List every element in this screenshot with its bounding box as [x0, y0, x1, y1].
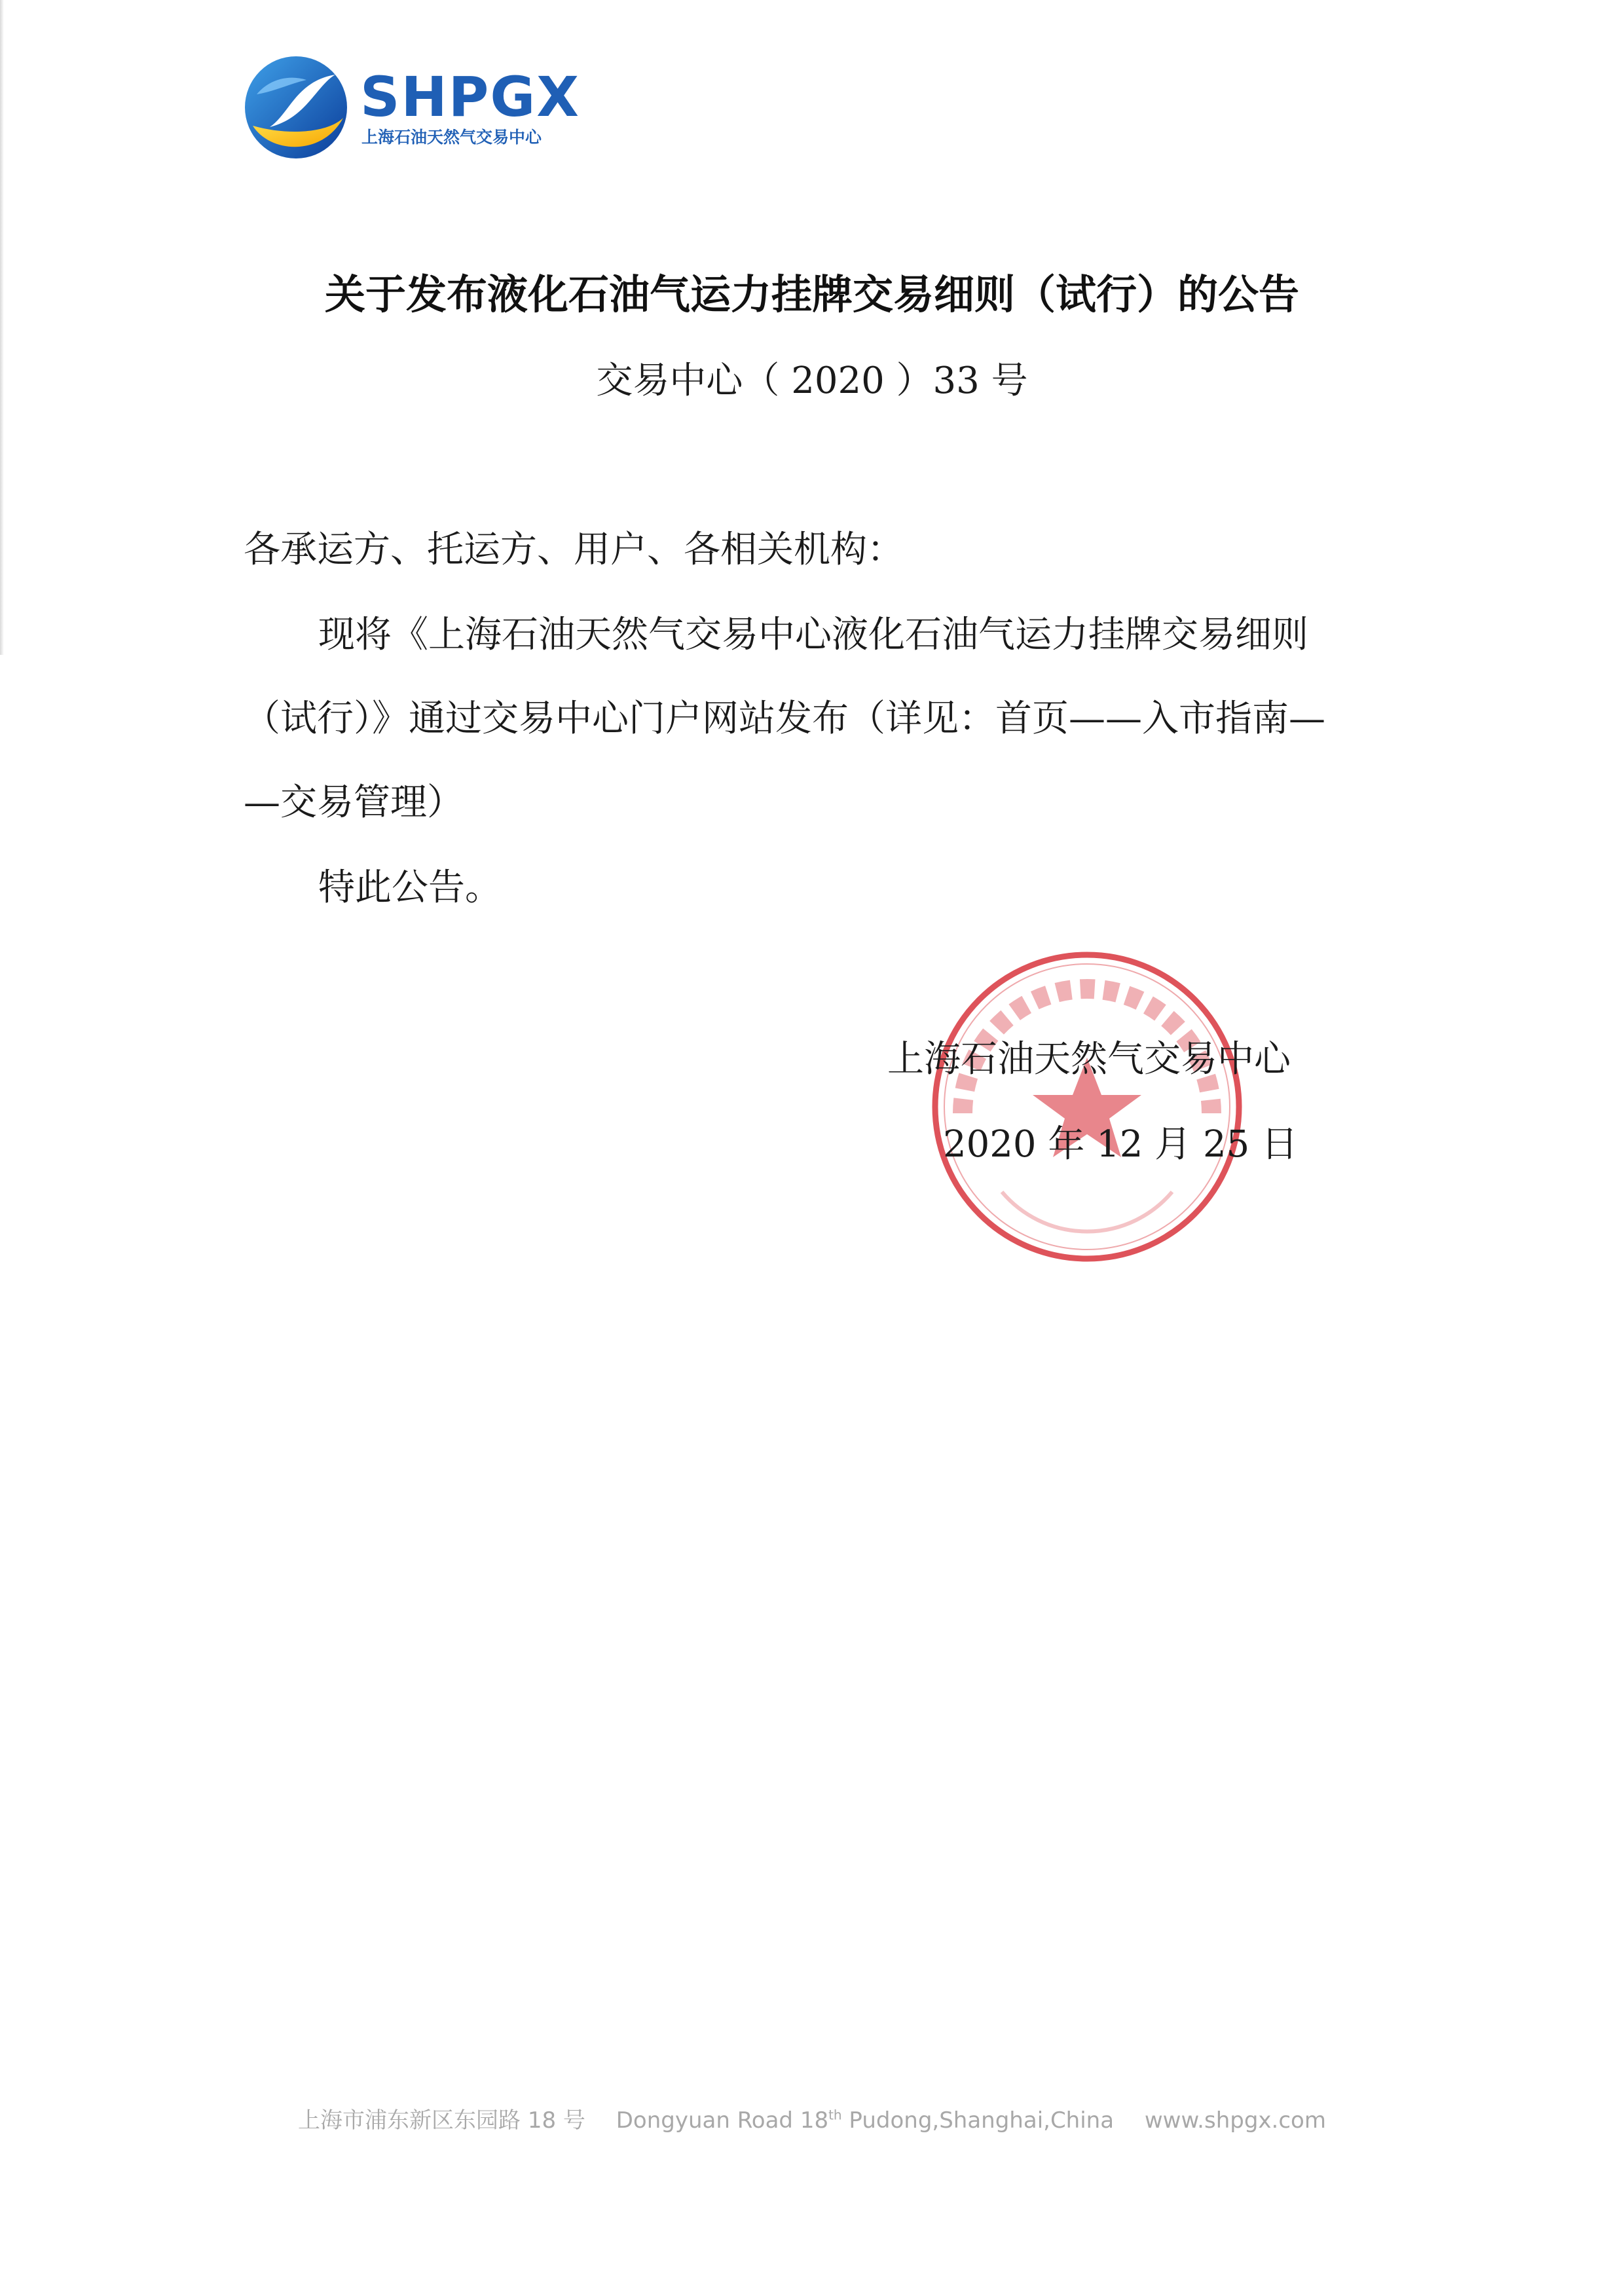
- shpgx-logo-mark-icon: [244, 55, 348, 160]
- notice-title: 关于发布液化石油气运力挂牌交易细则（试行）的公告: [324, 270, 1299, 318]
- document-number: 交易中心（ 2020 ）33 号: [596, 360, 1028, 402]
- official-seal-icon: [923, 943, 1251, 1270]
- footer-address-cn: 上海市浦东新区东园路 18 号: [298, 2107, 585, 2134]
- paragraph-line-1: 现将《上海石油天然气交易中心液化石油气运力挂牌交易细则: [318, 614, 1308, 656]
- salutation: 各承运方、托运方、用户、各相关机构：: [244, 528, 904, 571]
- logo-subtitle: 上海石油天然气交易中心: [361, 128, 542, 147]
- footer-address-en-sup: th: [828, 2107, 842, 2123]
- scan-edge: [0, 0, 4, 655]
- footer-address-en-prefix: Dongyuan Road 18: [616, 2107, 829, 2134]
- closing-remark: 特此公告。: [318, 866, 502, 909]
- paragraph-line-3: —交易管理）: [244, 781, 464, 824]
- shpgx-logo: [244, 55, 581, 160]
- paragraph-line-2: （试行）》通过交易中心门户网站发布（详见：首页——入市指南—: [244, 697, 1325, 740]
- page-footer: [0, 2099, 1624, 2137]
- footer-address-en: [616, 2107, 1114, 2134]
- signature-organization: 上海石油天然气交易中心: [887, 1038, 1291, 1081]
- footer-website-link[interactable]: www.shpgx.com: [1144, 2107, 1326, 2134]
- logo-brand-text: SHPGX: [360, 65, 581, 129]
- footer-address-en-suffix: Pudong,Shanghai,China: [841, 2107, 1115, 2134]
- signature-date: 2020 年 12 月 25 日: [943, 1123, 1299, 1166]
